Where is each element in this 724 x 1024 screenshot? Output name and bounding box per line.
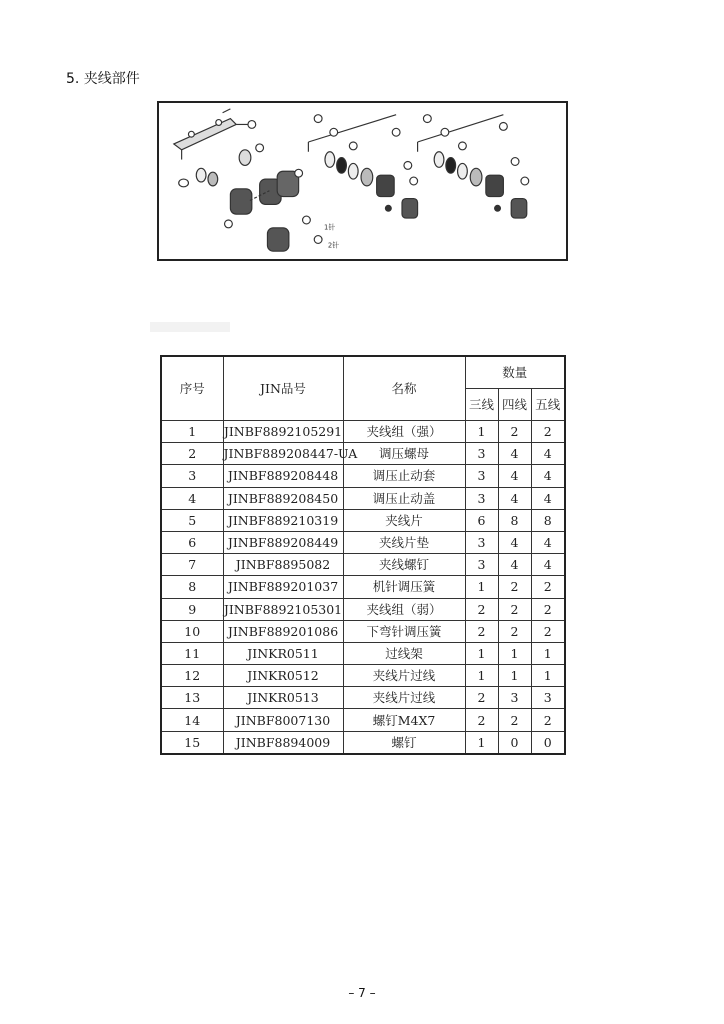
cell-part-no: JINBF8894009 — [223, 731, 343, 754]
diagram-label-one-needle: 1针 — [323, 223, 336, 232]
cell-name: 夹线片过线 — [343, 665, 465, 687]
cell-three-thread: 1 — [465, 731, 498, 754]
cell-seq: 15 — [161, 731, 223, 754]
table-row — [161, 443, 565, 465]
header-name: 名称 — [343, 356, 465, 421]
cell-seq: 8 — [161, 576, 223, 598]
cell-seq: 6 — [161, 531, 223, 553]
cell-five-thread: 4 — [531, 531, 565, 553]
cell-name: 夹线片垫 — [343, 531, 465, 553]
cell-name: 夹线螺钉 — [343, 554, 465, 576]
cell-seq: 3 — [161, 465, 223, 487]
header-quantity: 数量 — [465, 356, 565, 389]
table-row — [161, 709, 565, 731]
cell-part-no: JINKR0511 — [223, 642, 343, 664]
cell-part-no: JINBF889208450 — [223, 487, 343, 509]
cell-five-thread: 0 — [531, 731, 565, 754]
cell-name: 调压螺母 — [343, 443, 465, 465]
header-seq: 序号 — [161, 356, 223, 421]
cell-three-thread: 2 — [465, 687, 498, 709]
header-four-thread: 四线 — [498, 389, 531, 421]
cell-five-thread: 4 — [531, 487, 565, 509]
cell-name: 调压止动盖 — [343, 487, 465, 509]
cell-three-thread: 2 — [465, 709, 498, 731]
exploded-parts-diagram — [157, 101, 568, 261]
cell-four-thread: 2 — [498, 620, 531, 642]
header-five-thread: 五线 — [531, 389, 565, 421]
cell-four-thread: 4 — [498, 465, 531, 487]
table-row — [161, 421, 565, 443]
cell-five-thread: 4 — [531, 443, 565, 465]
cell-part-no: JINKR0513 — [223, 687, 343, 709]
cell-part-no: JINBF8892105291 — [223, 421, 343, 443]
cell-name: 螺钉M4X7 — [343, 709, 465, 731]
cell-seq: 2 — [161, 443, 223, 465]
cell-three-thread: 6 — [465, 509, 498, 531]
cell-five-thread: 3 — [531, 687, 565, 709]
header-part-no: JIN品号 — [223, 356, 343, 421]
cell-name: 机针调压簧 — [343, 576, 465, 598]
table-row — [161, 642, 565, 664]
table-row — [161, 665, 565, 687]
cell-three-thread: 3 — [465, 465, 498, 487]
cell-name: 过线架 — [343, 642, 465, 664]
cell-four-thread: 2 — [498, 576, 531, 598]
cell-five-thread: 2 — [531, 620, 565, 642]
table-row — [161, 576, 565, 598]
cell-four-thread: 8 — [498, 509, 531, 531]
cell-five-thread: 2 — [531, 421, 565, 443]
cell-four-thread: 3 — [498, 687, 531, 709]
cell-name: 调压止动套 — [343, 465, 465, 487]
header-three-thread: 三线 — [465, 389, 498, 421]
cell-four-thread: 1 — [498, 642, 531, 664]
cell-seq: 14 — [161, 709, 223, 731]
cell-three-thread: 1 — [465, 421, 498, 443]
table-row — [161, 465, 565, 487]
cell-five-thread: 4 — [531, 554, 565, 576]
cell-three-thread: 3 — [465, 443, 498, 465]
cell-seq: 9 — [161, 598, 223, 620]
cell-four-thread: 2 — [498, 709, 531, 731]
cell-seq: 13 — [161, 687, 223, 709]
cell-seq: 12 — [161, 665, 223, 687]
table-row — [161, 531, 565, 553]
cell-part-no: JINBF889201086 — [223, 620, 343, 642]
cell-seq: 11 — [161, 642, 223, 664]
cell-four-thread: 4 — [498, 443, 531, 465]
cell-four-thread: 1 — [498, 665, 531, 687]
cell-name: 夹线片过线 — [343, 687, 465, 709]
cell-part-no: JINBF889201037 — [223, 576, 343, 598]
cell-five-thread: 8 — [531, 509, 565, 531]
cell-seq: 5 — [161, 509, 223, 531]
table-row — [161, 598, 565, 620]
cell-three-thread: 3 — [465, 554, 498, 576]
table-row — [161, 620, 565, 642]
page-number: – 7 – — [348, 986, 376, 1000]
cell-three-thread: 1 — [465, 665, 498, 687]
cell-part-no: JINBF889208449 — [223, 531, 343, 553]
cell-name: 夹线片 — [343, 509, 465, 531]
cell-four-thread: 4 — [498, 554, 531, 576]
cell-three-thread: 2 — [465, 598, 498, 620]
cell-five-thread: 2 — [531, 598, 565, 620]
cell-five-thread: 1 — [531, 665, 565, 687]
cell-part-no: JINBF889208447-UA — [223, 443, 343, 465]
parts-diagram-illustration — [159, 103, 566, 259]
table-row — [161, 731, 565, 754]
table-row — [161, 554, 565, 576]
cell-seq: 7 — [161, 554, 223, 576]
scan-smudge — [150, 322, 230, 332]
cell-four-thread: 4 — [498, 487, 531, 509]
cell-three-thread: 2 — [465, 620, 498, 642]
cell-five-thread: 2 — [531, 709, 565, 731]
cell-part-no: JINKR0512 — [223, 665, 343, 687]
cell-five-thread: 4 — [531, 465, 565, 487]
table-row — [161, 687, 565, 709]
cell-four-thread: 0 — [498, 731, 531, 754]
cell-seq: 10 — [161, 620, 223, 642]
cell-name: 夹线组（弱） — [343, 598, 465, 620]
cell-three-thread: 1 — [465, 576, 498, 598]
cell-part-no: JINBF889210319 — [223, 509, 343, 531]
cell-four-thread: 2 — [498, 421, 531, 443]
cell-part-no: JINBF8895082 — [223, 554, 343, 576]
cell-part-no: JINBF8892105301 — [223, 598, 343, 620]
cell-part-no: JINBF8007130 — [223, 709, 343, 731]
cell-four-thread: 4 — [498, 531, 531, 553]
cell-three-thread: 3 — [465, 487, 498, 509]
cell-four-thread: 2 — [498, 598, 531, 620]
cell-three-thread: 3 — [465, 531, 498, 553]
section-title: 5. 夹线部件 — [66, 71, 140, 87]
table-row — [161, 509, 565, 531]
cell-part-no: JINBF889208448 — [223, 465, 343, 487]
cell-name: 螺钉 — [343, 731, 465, 754]
diagram-label-two-needle: 2针 — [327, 241, 340, 250]
parts-table-body — [161, 421, 565, 754]
table-row — [161, 487, 565, 509]
cell-seq: 1 — [161, 421, 223, 443]
cell-name: 下弯针调压簧 — [343, 620, 465, 642]
parts-list-table — [160, 355, 566, 755]
cell-seq: 4 — [161, 487, 223, 509]
cell-five-thread: 2 — [531, 576, 565, 598]
cell-three-thread: 1 — [465, 642, 498, 664]
cell-name: 夹线组（强） — [343, 421, 465, 443]
cell-five-thread: 1 — [531, 642, 565, 664]
